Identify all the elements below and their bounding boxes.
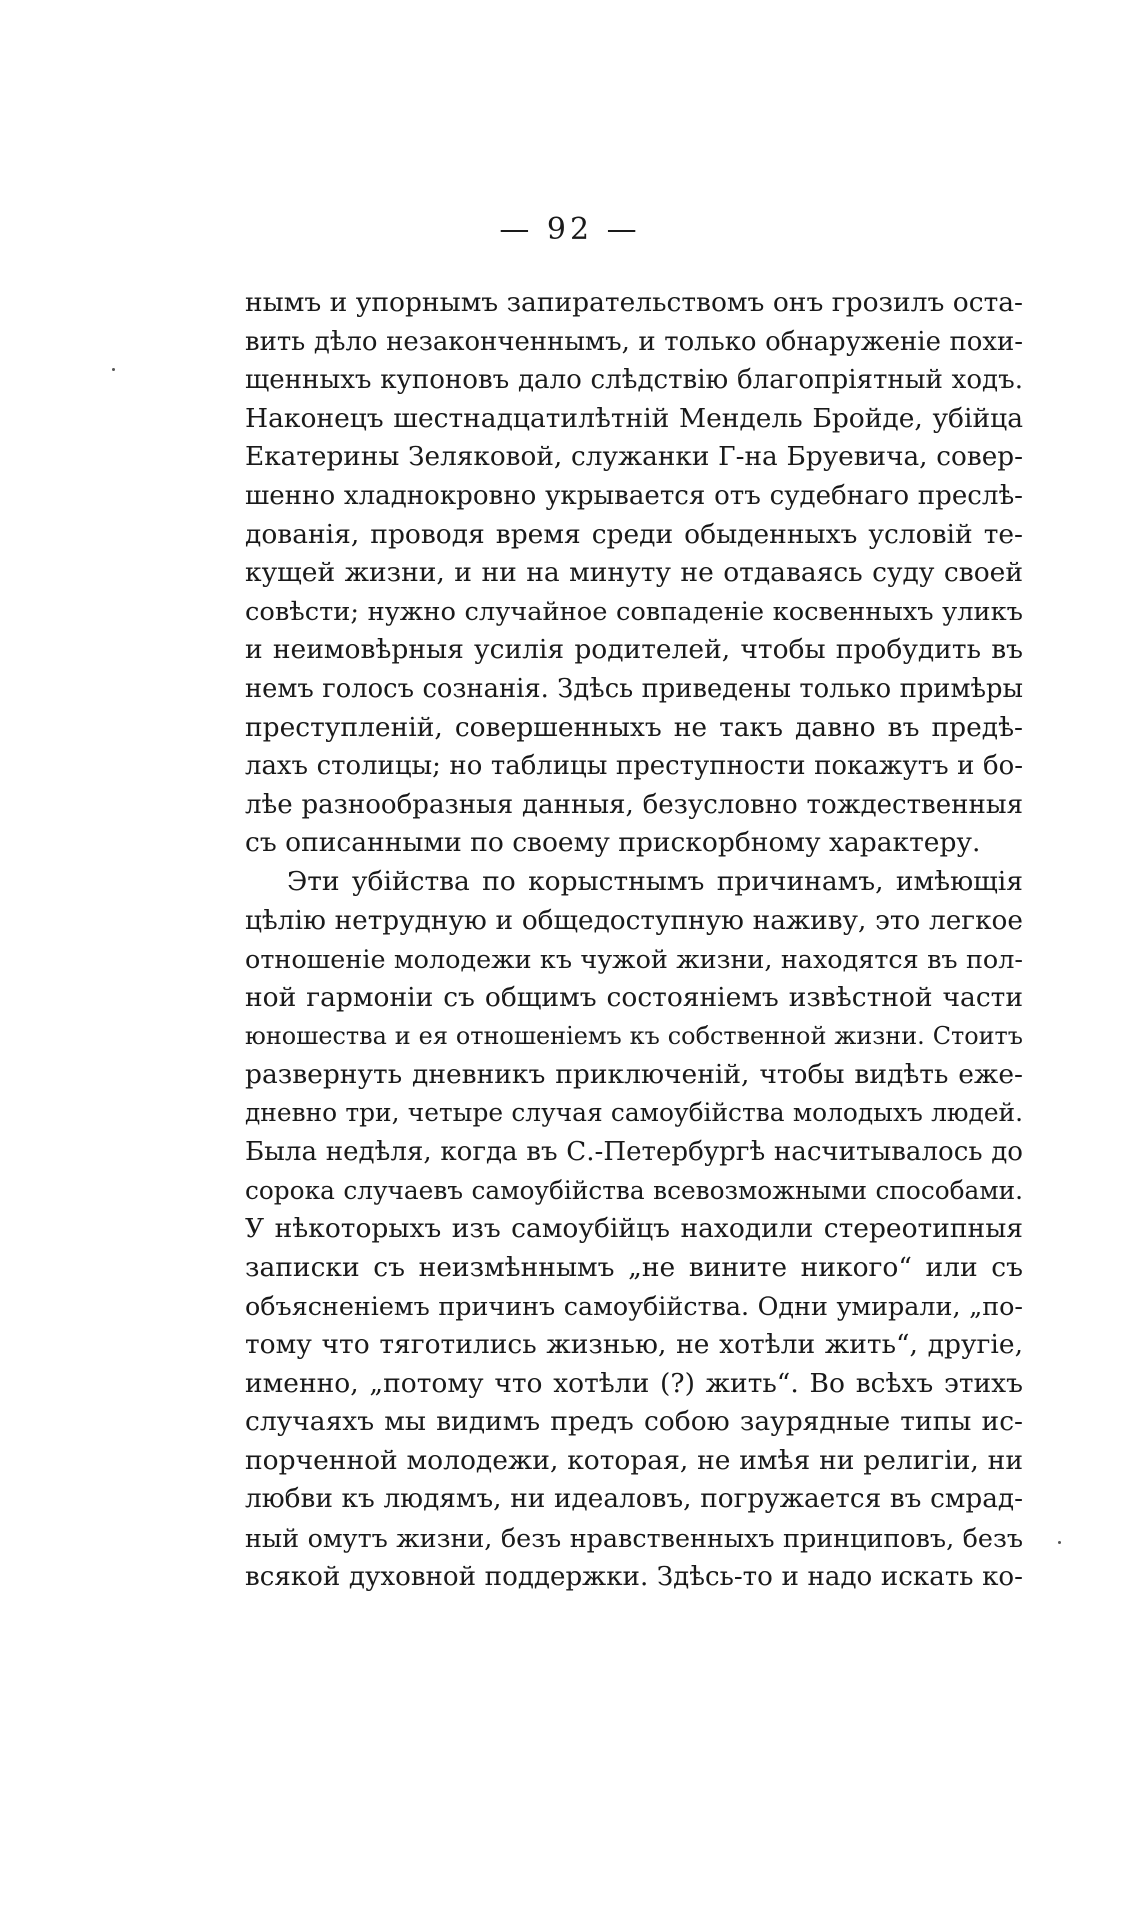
text-line: тому что тяготились жизнью, не хотѣли жить“, другіе, <box>245 1329 1023 1361</box>
text-line: У нѣкоторыхъ изъ самоубійцъ находили стереотипныя <box>245 1213 1023 1245</box>
text-line: кущей жизни, и ни на минуту не отдаваясь суду своей <box>245 557 1023 589</box>
text-line: дованія, проводя время среди обыденныхъ условій те- <box>245 518 1023 550</box>
text-line: сорока случаевъ самоубійства всевозможными способами. <box>245 1175 1023 1205</box>
text-line: дневно три, четыре случая самоубійства молодыхъ людей. <box>245 1098 1023 1128</box>
text-line: и неимовѣрныя усилія родителей, чтобы пробудить въ <box>245 634 1023 666</box>
text-line: немъ голосъ сознанія. Здѣсь приведены только примѣры <box>245 673 1023 704</box>
text-line: Была недѣля, когда въ С.-Петербургѣ насчитывалось до <box>245 1137 1023 1168</box>
text-line: ный омутъ жизни, безъ нравственныхъ принциповъ, безъ <box>245 1523 1023 1553</box>
text-line: объясненіемъ причинъ самоубійства. Одни умирали, „по- <box>245 1291 1023 1322</box>
text-line: цѣлію нетрудную и общедоступную наживу, это легкое <box>245 905 1023 936</box>
text-line: Екатерины Зеляковой, служанки Г-на Бруевича, совер- <box>245 442 1023 473</box>
text-line: юношества и ея отношеніемъ къ собственной жизни. Стоитъ <box>245 1022 1023 1051</box>
scan-speck <box>112 368 115 371</box>
text-line: нымъ и упорнымъ запирательствомъ онъ грозилъ оста- <box>245 287 1023 318</box>
text-line: записки съ неизмѣннымъ „не вините никого“ или съ <box>245 1251 1023 1283</box>
text-line: Эти убійства по корыстнымъ причинамъ, имѣющія <box>287 865 1023 897</box>
text-line: шенно хладнокровно укрывается отъ судебнаго преслѣ- <box>245 480 1023 511</box>
text-line: преступленій, совершенныхъ не такъ давно въ предѣ- <box>245 711 1023 743</box>
text-line: вить дѣло незаконченнымъ, и только обнаруженіе похи- <box>245 326 1023 357</box>
text-line: отношеніе молодежи къ чужой жизни, находятся въ пол- <box>245 944 1023 975</box>
text-line: любви къ людямъ, ни идеаловъ, погружается въ смрад- <box>245 1484 1023 1515</box>
text-line: лѣе разнообразныя данныя, безусловно тождественныя <box>245 789 1023 820</box>
body-text <box>245 284 1023 1596</box>
text-line: именно, „потому что хотѣли (?) жить“. Во всѣхъ этихъ <box>245 1367 1023 1399</box>
page-number: — 92 — <box>499 212 641 247</box>
text-line: развернуть дневникъ приключеній, чтобы видѣть еже- <box>245 1058 1023 1090</box>
text-line: всякой духовной поддержки. Здѣсь-то и надо искать ко- <box>245 1561 1023 1592</box>
text-line: лахъ столицы; но таблицы преступности покажутъ и бо- <box>245 751 1023 782</box>
scan-speck <box>1058 1541 1061 1544</box>
text-line: ной гармоніи съ общимъ состояніемъ извѣстной части <box>245 981 1023 1013</box>
text-line: совѣсти; нужно случайное совпаденіе косвенныхъ уликъ <box>245 596 1023 627</box>
text-line: съ описанными по своему прискорбному характеру. <box>245 827 981 859</box>
text-line: случаяхъ мы видимъ предъ собою заурядные типы ис- <box>245 1406 1023 1438</box>
text-line: порченной молодежи, которая, не имѣя ни религіи, ни <box>245 1444 1023 1476</box>
text-line: Наконецъ шестнадцатилѣтній Мендель Бройде, убійца <box>245 402 1023 434</box>
text-line: щенныхъ купоновъ дало слѣдствію благопріятный ходъ. <box>245 365 1023 396</box>
